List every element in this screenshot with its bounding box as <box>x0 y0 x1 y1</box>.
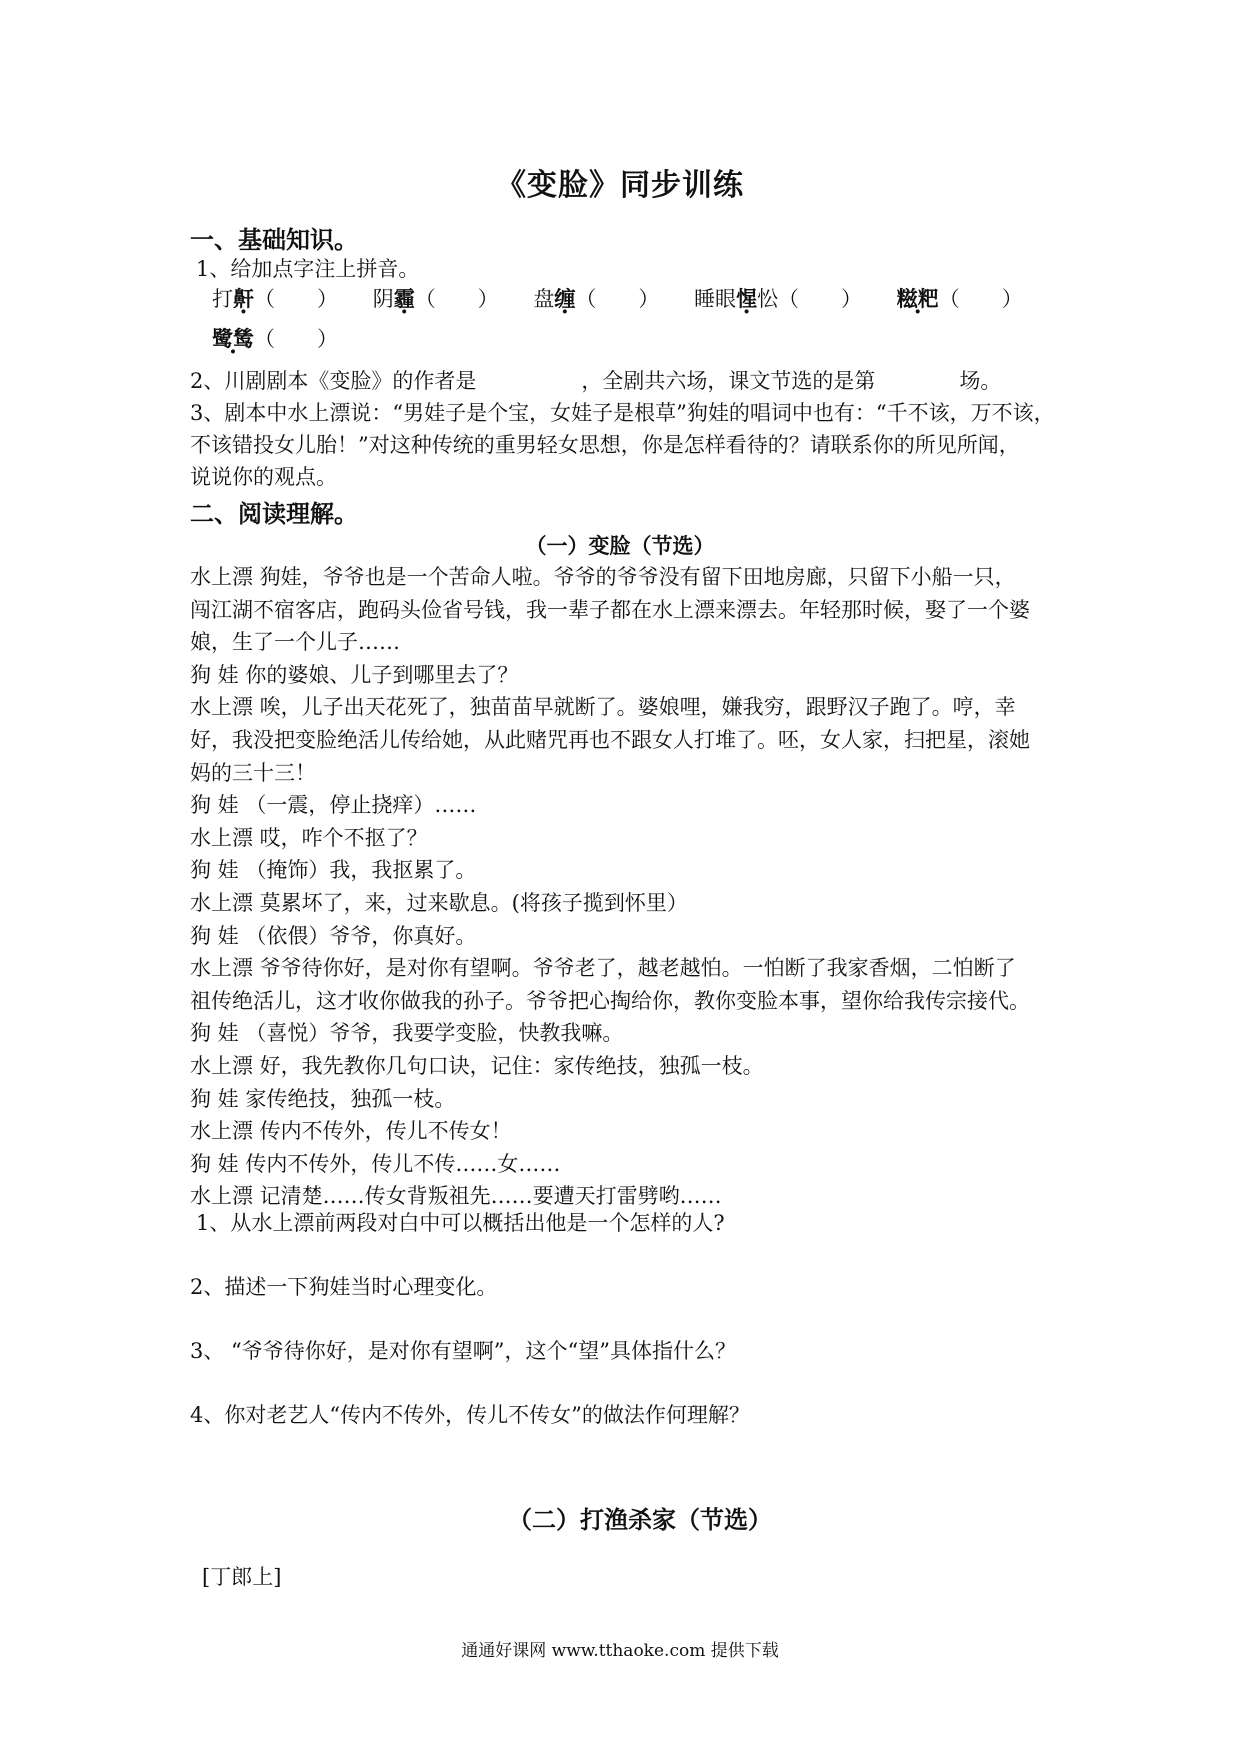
section-heading-reading: 二、阅读理解。 <box>190 499 358 528</box>
script-line: 水上漂 狗娃，爷爷也是一个苦命人啦。爷爷的爷爷没有留下田地房廊，只留下小船一只， <box>190 565 1016 589</box>
script-line: 狗 娃 传内不传外，传儿不传……女…… <box>190 1151 561 1176</box>
script-line: 狗 娃 （一震，停止挠痒）…… <box>190 793 477 818</box>
reading-question: 1、从水上漂前两段对白中可以概括出他是一个怎样的人? <box>196 1211 725 1235</box>
script-line: 好，我没把变脸绝活儿传给她，从此赌咒再也不跟女人打堆了。呸，女人家，扫把星，滚她 <box>190 728 1030 752</box>
reading-question: 2、描述一下狗娃当时心理变化。 <box>190 1275 498 1299</box>
question-3-line: 说说你的观点。 <box>190 465 337 489</box>
pinyin-row-1 <box>212 284 1092 314</box>
script-line: 祖传绝活儿，这才收你做我的孙子。爷爷把心掏给你，教你变脸本事，望你给我传宗接代。 <box>190 988 1030 1013</box>
pinyin-item: 盘缠（ ） <box>533 286 660 311</box>
script-line: 水上漂 传内不传外，传儿不传女！ <box>190 1119 512 1144</box>
script-line: 娘，生了一个儿子…… <box>190 630 400 655</box>
page-title: 《变脸》同步训练 <box>496 168 744 203</box>
question-2: 2、川剧剧本《变脸》的作者是 ，全剧共六场，课文节选的是第 场。 <box>190 369 1002 393</box>
script-line: 狗 娃 你的婆娘、儿子到哪里去了？ <box>190 662 519 687</box>
pinyin-item: 鹭鸶（ ） <box>212 326 338 351</box>
section-heading-basics: 一、基础知识。 <box>190 225 358 254</box>
question-3-line: 3、剧本中水上漂说：“男娃子是个宝，女娃子是根草”狗娃的唱词中也有：“千不该，万不该， <box>190 401 1055 425</box>
passage-2-title: （二）打渔杀家（节选） <box>508 1505 772 1534</box>
script-line: 水上漂 记清楚……传女背叛祖先……要遭天打雷劈哟…… <box>190 1184 722 1209</box>
question-1: 1、给加点字注上拼音。 <box>196 257 420 281</box>
pinyin-row-2 <box>212 324 1092 354</box>
script-line: 水上漂 哎，咋个不抠了？ <box>190 825 428 850</box>
script-line: 狗 娃 （掩饰）我，我抠累了。 <box>190 858 477 883</box>
stage-direction: [丁郎上] <box>202 1565 282 1589</box>
script-line: 水上漂 唉，儿子出天花死了，独苗苗早就断了。婆娘哩，嫌我穷，跟野汉子跑了。哼，幸 <box>190 695 1016 720</box>
pinyin-item: 睡眼惺忪（ ） <box>694 286 863 311</box>
script-line: 水上漂 莫累坏了，来，过来歇息。(将孩子揽到怀里） <box>190 891 688 915</box>
script-line: 狗 娃 （依偎）爷爷，你真好。 <box>190 923 477 948</box>
reading-question: 4、你对老艺人“传内不传外，传儿不传女”的做法作何理解？ <box>190 1403 750 1427</box>
footer-credit: 通通好课网 www.tthaoke.com 提供下载 <box>461 1641 779 1661</box>
script-line: 水上漂 爷爷待你好，是对你有望啊。爷爷老了，越老越怕。一怕断了我家香烟，二怕断了 <box>190 956 1016 981</box>
script-line: 妈的三十三！ <box>190 760 316 785</box>
script-line: 狗 娃 （喜悦）爷爷，我要学变脸，快教我嘛。 <box>190 1021 624 1046</box>
pinyin-item: 打鼾（ ） <box>212 286 338 311</box>
script-line: 狗 娃 家传绝技，独孤一枝。 <box>190 1086 456 1111</box>
pinyin-item: 糍粑（ ） <box>896 286 1023 311</box>
reading-question: 3、 “爷爷待你好，是对你有望啊”，这个“望”具体指什么？ <box>190 1339 736 1363</box>
question-3-line: 不该错投女儿胎！”对这种传统的重男轻女思想，你是怎样看待的？请联系你的所见所闻， <box>190 433 1020 457</box>
passage-1-title: （一）变脸（节选） <box>525 533 715 558</box>
script-line: 水上漂 好，我先教你几句口诀，记住：家传绝技，独孤一枝。 <box>190 1054 764 1078</box>
pinyin-item: 阴霾（ ） <box>372 286 499 311</box>
script-line: 闯江湖不宿客店，跑码头俭省号钱，我一辈子都在水上漂来漂去。年轻那时候，娶了一个婆 <box>190 597 1030 622</box>
